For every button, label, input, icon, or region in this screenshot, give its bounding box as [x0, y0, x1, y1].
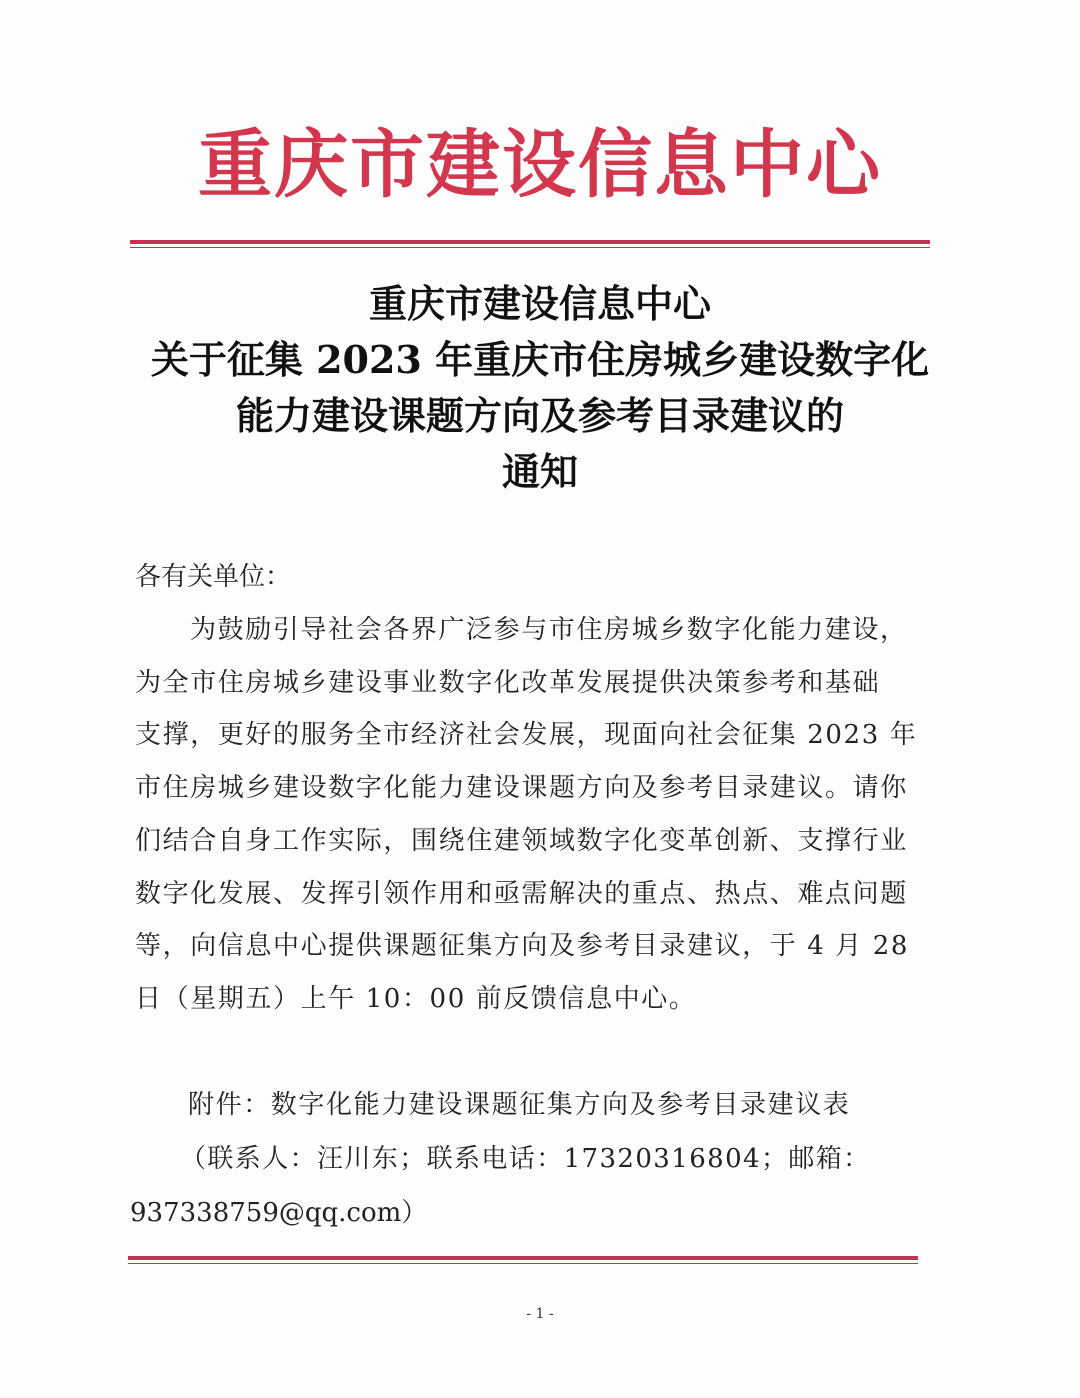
body-line: 为全市住房城乡建设事业数字化改革发展提供决策参考和基础 [135, 667, 881, 698]
body-line: 市住房城乡建设数字化能力建设课题方向及参考目录建议。请你 [135, 773, 908, 804]
page-number: - 1 - [526, 1306, 554, 1322]
body-line: 支撑，更好的服务全市经济社会发展，现面向社会征集 2023 年 [135, 720, 918, 751]
letterhead-divider [130, 240, 930, 248]
document-title [0, 276, 1080, 500]
salutation: 各有关单位： [135, 562, 292, 592]
body-paragraph [135, 604, 918, 1026]
attachment-note: 附件：数字化能力建设课题征集方向及参考目录建议表 [188, 1090, 851, 1120]
divider-thin-line [128, 1263, 918, 1264]
body-line: 日（星期五）上午 10：00 前反馈信息中心。 [135, 983, 697, 1014]
letterhead-org-name: 重庆市建设信息中心 [198, 122, 882, 208]
divider-thick-line [128, 1256, 918, 1260]
title-line-4: 通知 [501, 449, 578, 494]
footer-divider [128, 1256, 918, 1264]
body-line: 们结合自身工作实际，围绕住建领域数字化变革创新、支撑行业 [135, 825, 908, 856]
contact-info-line-2: 937338759@qq.com） [130, 1198, 428, 1228]
contact-info-line-1: （联系人：汪川东；联系电话：17320316804；邮箱： [180, 1144, 871, 1174]
body-line: 数字化发展、发挥引领作用和亟需解决的重点、热点、难点问题 [135, 878, 908, 909]
title-line-1: 重庆市建设信息中心 [368, 281, 711, 326]
divider-thick-line [130, 240, 930, 244]
body-line: 为鼓励引导社会各界广泛参与市住房城乡数字化能力建设， [190, 615, 908, 645]
divider-thin-line [130, 247, 930, 248]
title-line-3: 能力建设课题方向及参考目录建议的 [235, 393, 844, 438]
title-line-2: 关于征集 2023 年重庆市住房城乡建设数字化 [150, 337, 930, 382]
body-line: 等，向信息中心提供课题征集方向及参考目录建议，于 4 月 28 [135, 931, 910, 962]
